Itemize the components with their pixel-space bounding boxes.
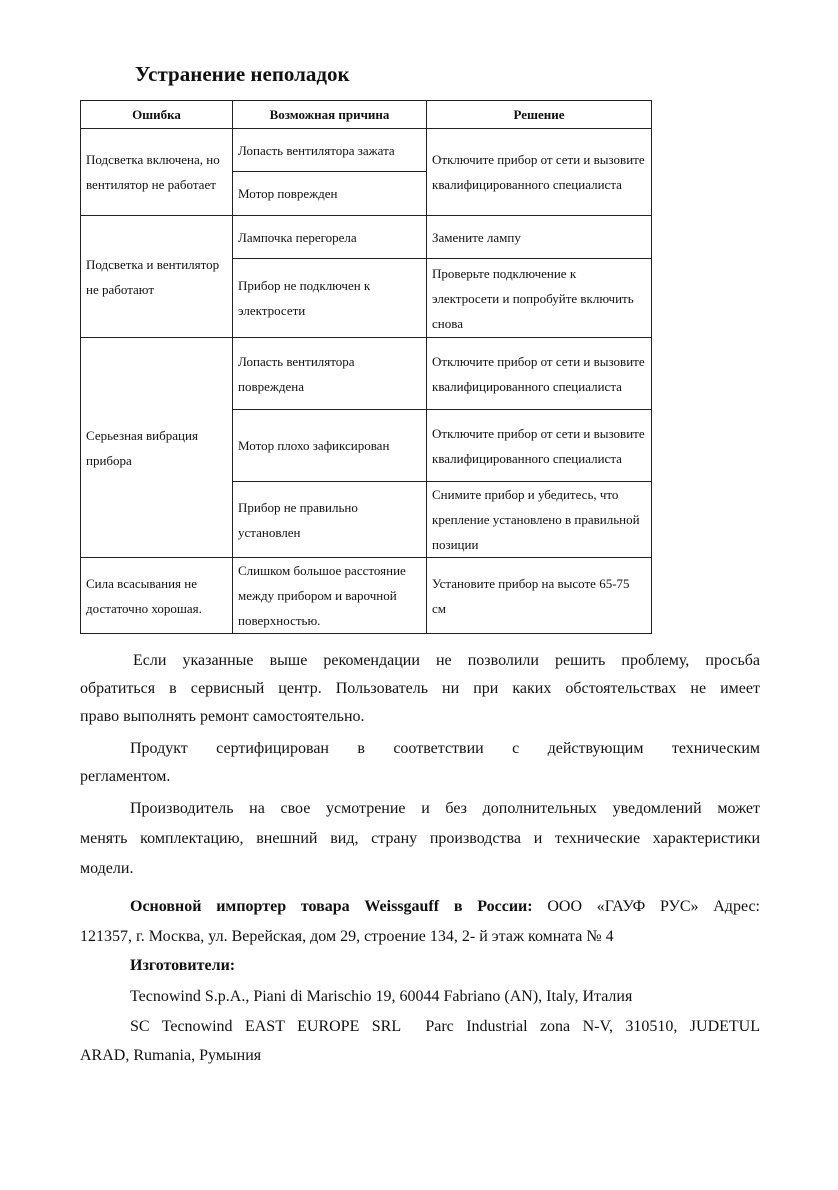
solution-cell: Снимите прибор и убедитесь, что крепление установлено в правильной позиции — [427, 482, 652, 558]
table-header — [81, 101, 652, 129]
paragraph-line: регламентом. — [80, 768, 171, 785]
error-cell: Подсветка и вентилятор не работают — [81, 216, 233, 338]
table-row — [81, 216, 652, 259]
paragraph-line: право выполнять ремонт самостоятельно. — [80, 708, 365, 725]
cause-cell: Лампочка перегорела — [233, 216, 427, 259]
header-solution: Решение — [427, 101, 652, 129]
cause-cell: Слишком большое расстояние между прибором и варочной поверхностью. — [233, 558, 427, 634]
troubleshooting-table — [80, 100, 652, 634]
page-title: Устранение неполадок — [135, 62, 350, 86]
cause-cell: Лопасть вентилятора повреждена — [233, 338, 427, 410]
paragraph-line: обратиться в сервисный центр. Пользователь ни при каких обстоятельствах не имеет — [80, 680, 760, 697]
cause-cell: Прибор не правильно установлен — [233, 482, 427, 558]
maker-2-line: ARAD, Rumania, Румыния — [80, 1047, 262, 1064]
header-error: Ошибка — [81, 101, 233, 129]
solution-cell: Установите прибор на высоте 65-75 см — [427, 558, 652, 634]
importer-address: 121357, г. Москва, ул. Верейская, дом 29, строение 134, 2- й этаж комната № 4 — [80, 928, 614, 945]
importer-line — [130, 898, 760, 916]
solution-cell: Проверьте подключение к электросети и попробуйте включить снова — [427, 259, 652, 338]
paragraph-line: Если указанные выше рекомендации не позволили решить проблему, просьба — [133, 652, 760, 669]
paragraph-line: менять комплектацию, внешний вид, страну производства и технические характеристики — [80, 830, 760, 847]
paragraph-line: Производитель на свое усмотрение и без дополнительных уведомлений может — [130, 800, 760, 817]
makers-label: Изготовители: — [130, 957, 236, 974]
error-cell: Подсветка включена, но вентилятор не работает — [81, 129, 233, 216]
header-cause: Возможная причина — [233, 101, 427, 129]
cause-cell: Прибор не подключен к электросети — [233, 259, 427, 338]
solution-cell: Отключите прибор от сети и вызовите квалифицированного специалиста — [427, 338, 652, 410]
solution-cell: Отключите прибор от сети и вызовите квалифицированного специалиста — [427, 129, 652, 216]
cause-cell: Мотор поврежден — [233, 172, 427, 216]
solution-cell: Замените лампу — [427, 216, 652, 259]
importer-value: ООО «ГАУФ РУС» Адрес: — [547, 898, 760, 915]
table-row — [81, 129, 652, 172]
table-row — [81, 338, 652, 410]
cause-cell: Мотор плохо зафиксирован — [233, 410, 427, 482]
paragraph-line: Продукт сертифицирован в соответствии с действующим техническим — [130, 740, 760, 757]
cause-cell: Лопасть вентилятора зажата — [233, 129, 427, 172]
maker-2-line: SC Tecnowind EAST EUROPE SRL Parc Industrial zona N-V, 310510, JUDETUL — [130, 1018, 760, 1035]
error-cell: Серьезная вибрация прибора — [81, 338, 233, 558]
error-cell: Сила всасывания не достаточно хорошая. — [81, 558, 233, 634]
maker-1: Tecnowind S.p.A., Piani di Marischio 19, 60044 Fabriano (AN), Italy, Италия — [130, 988, 633, 1005]
importer-label: Основной импортер товара Weissgauff в России: — [130, 898, 533, 915]
table-row — [81, 558, 652, 634]
solution-cell: Отключите прибор от сети и вызовите квалифицированного специалиста — [427, 410, 652, 482]
paragraph-line: модели. — [80, 860, 134, 877]
